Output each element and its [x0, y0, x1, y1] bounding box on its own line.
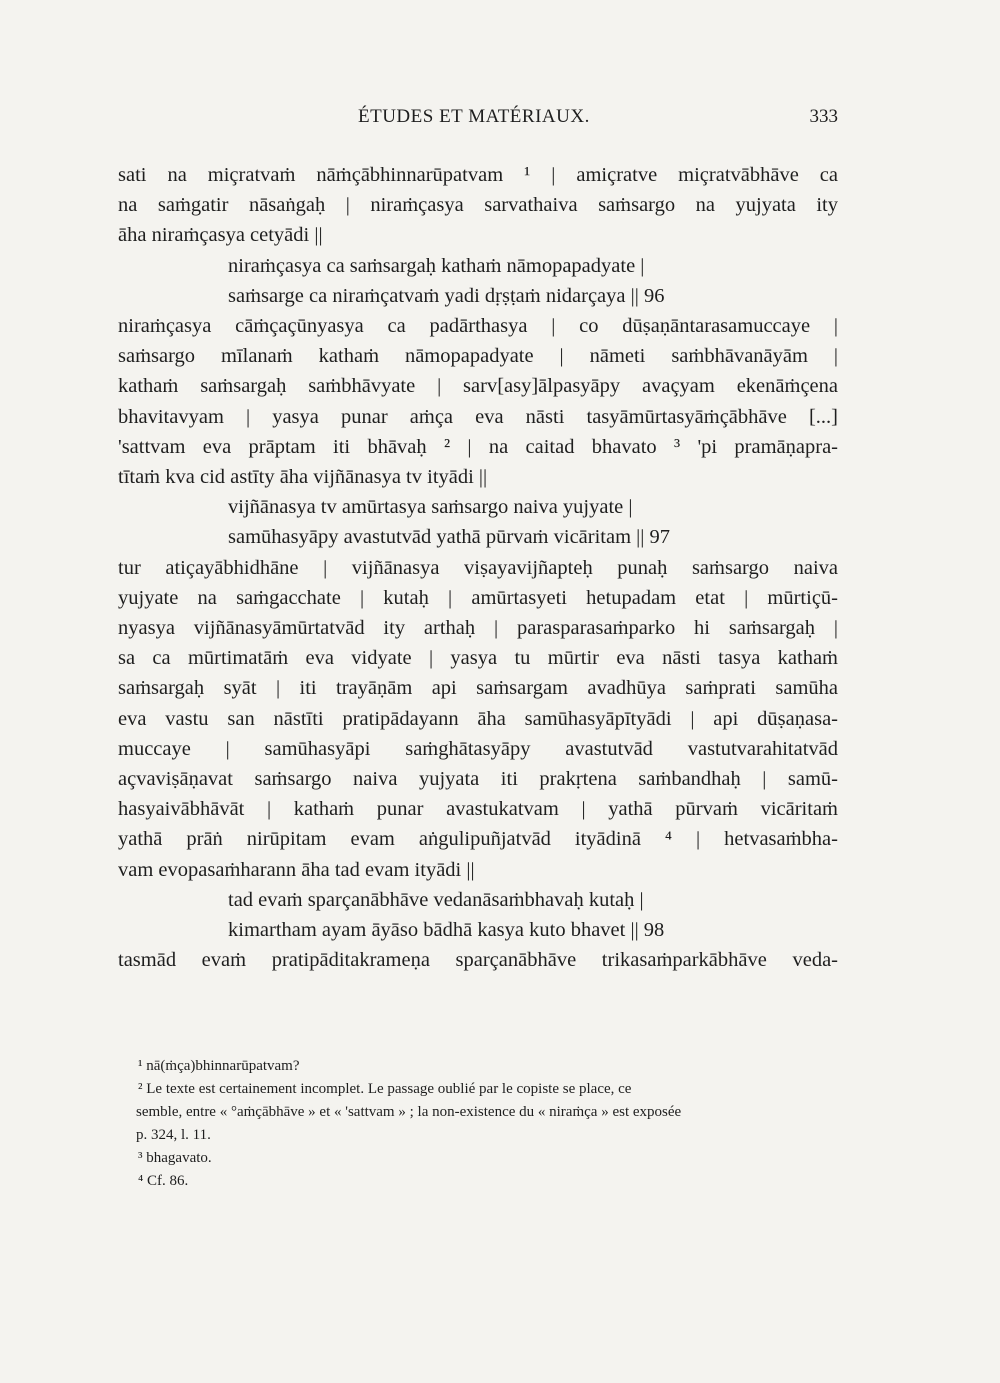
page-number: 333	[809, 106, 838, 127]
running-title: ÉTUDES ET MATÉRIAUX.	[358, 106, 590, 127]
text-line: nyasya vijñānasyāmūrtatvād ity arthaḥ | parasparasaṁparko hi saṁsargaḥ |	[118, 617, 838, 640]
running-header	[118, 106, 838, 136]
text-line: saṁsargo mīlanaṁ kathaṁ nāmopapadyate | nāmeti saṁbhāvanāyām |	[118, 345, 838, 368]
footnote-2: ² Le texte est certainement incomplet. Le passage oublié par le copiste se place, ce	[138, 1081, 632, 1097]
verse-line: saṁsarge ca niraṁçatvaṁ yadi dṛṣṭaṁ nidarçaya || 96	[228, 284, 665, 307]
text-line: saṁsargaḥ syāt | iti trayāṇām api saṁsargam avadhūya saṁprati samūha	[118, 677, 838, 700]
body-text	[118, 160, 838, 975]
footnote-3: ³ bhagavato.	[138, 1150, 212, 1166]
text-line: eva vastu san nāstīti pratipādayann āha samūhasyāpītyādi | api dūṣaṇasa-	[118, 707, 838, 730]
verse-line: tad evaṁ sparçanābhāve vedanāsaṁbhavaḥ kutaḥ |	[228, 888, 644, 911]
verse-line: vijñānasya tv amūrtasya saṁsargo naiva yujyate |	[228, 496, 633, 519]
verse-line: kimartham ayam āyāso bādhā kasya kuto bhavet || 98	[228, 919, 665, 942]
text-line: niraṁçasya cāṁçaçūnyasya ca padārthasya | co dūṣaṇāntarasamuccaye |	[118, 315, 838, 338]
text-line: açvaviṣāṇavat saṁsargo naiva yujyata iti prakṛtena saṁbandhaḥ | samū-	[118, 768, 838, 791]
text-line: tur atiçayābhidhāne | vijñānasya viṣayavijñapteḥ punaḥ saṁsargo naiva	[118, 556, 838, 579]
text-line: tasmād evaṁ pratipāditakrameṇa sparçanābhāve trikasaṁparkābhāve veda-	[118, 949, 838, 972]
verse-line: samūhasyāpy avastutvād yathā pūrvaṁ vicāritam || 97	[228, 526, 670, 549]
footnote-2-continued: semble, entre « °aṁçābhāve » et « 'sattvam » ; la non-existence du « niraṁça » est exposée	[136, 1104, 682, 1120]
text-line: na saṁgatir nāsaṅgaḥ | niraṁçasya sarvathaiva saṁsargo na yujyata ity	[118, 194, 838, 217]
text-line: hasyaivābhāvāt | kathaṁ punar avastukatvam | yathā pūrvaṁ vicāritaṁ	[118, 798, 838, 821]
text-line: muccaye | samūhasyāpi saṁghātasyāpy avastutvād vastutvarahitatvād	[118, 737, 838, 760]
verse-line: niraṁçasya ca saṁsargaḥ kathaṁ nāmopapadyate |	[228, 254, 645, 277]
text-line: yujyate na saṁgacchate | kutaḥ | amūrtasyeti hetupadam etat | mūrtiçū-	[118, 586, 838, 609]
text-line: yathā prāṅ nirūpitam evam aṅgulipuñjatvād ityādinā ⁴ | hetvasaṁbha-	[118, 828, 838, 851]
text-line: āha niraṁçasya cetyādi ||	[118, 224, 323, 247]
text-line: bhavitavyam | yasya punar aṁça eva nāsti tasyāmūrtasyāṁçābhāve [...]	[118, 405, 838, 428]
text-line: tītaṁ kva cid astīty āha vijñānasya tv ityādi ||	[118, 466, 488, 489]
text-line: 'sattvam eva prāptam iti bhāvaḥ ² | na caitad bhavato ³ 'pi pramāṇapra-	[118, 435, 838, 458]
footnote-4: ⁴ Cf. 86.	[138, 1173, 189, 1189]
footnote-1: ¹ nā(ṁça)bhinnarūpatvam?	[138, 1058, 300, 1074]
text-line: sati na miçratvaṁ nāṁçābhinnarūpatvam ¹ | amiçratve miçratvābhāve ca	[118, 164, 838, 186]
text-line: sa ca mūrtimatāṁ eva vidyate | yasya tu mūrtir eva nāsti tasya kathaṁ	[118, 647, 838, 670]
footnotes	[138, 1055, 838, 1193]
text-line: kathaṁ saṁsargaḥ saṁbhāvyate | sarv[asy]ālpasyāpy avaçyam ekenāṁçena	[118, 375, 838, 398]
footnote-2-reference: p. 324, l. 11.	[136, 1127, 211, 1143]
text-line: vam evopasaṁharann āha tad evam ityādi ||	[118, 858, 475, 881]
